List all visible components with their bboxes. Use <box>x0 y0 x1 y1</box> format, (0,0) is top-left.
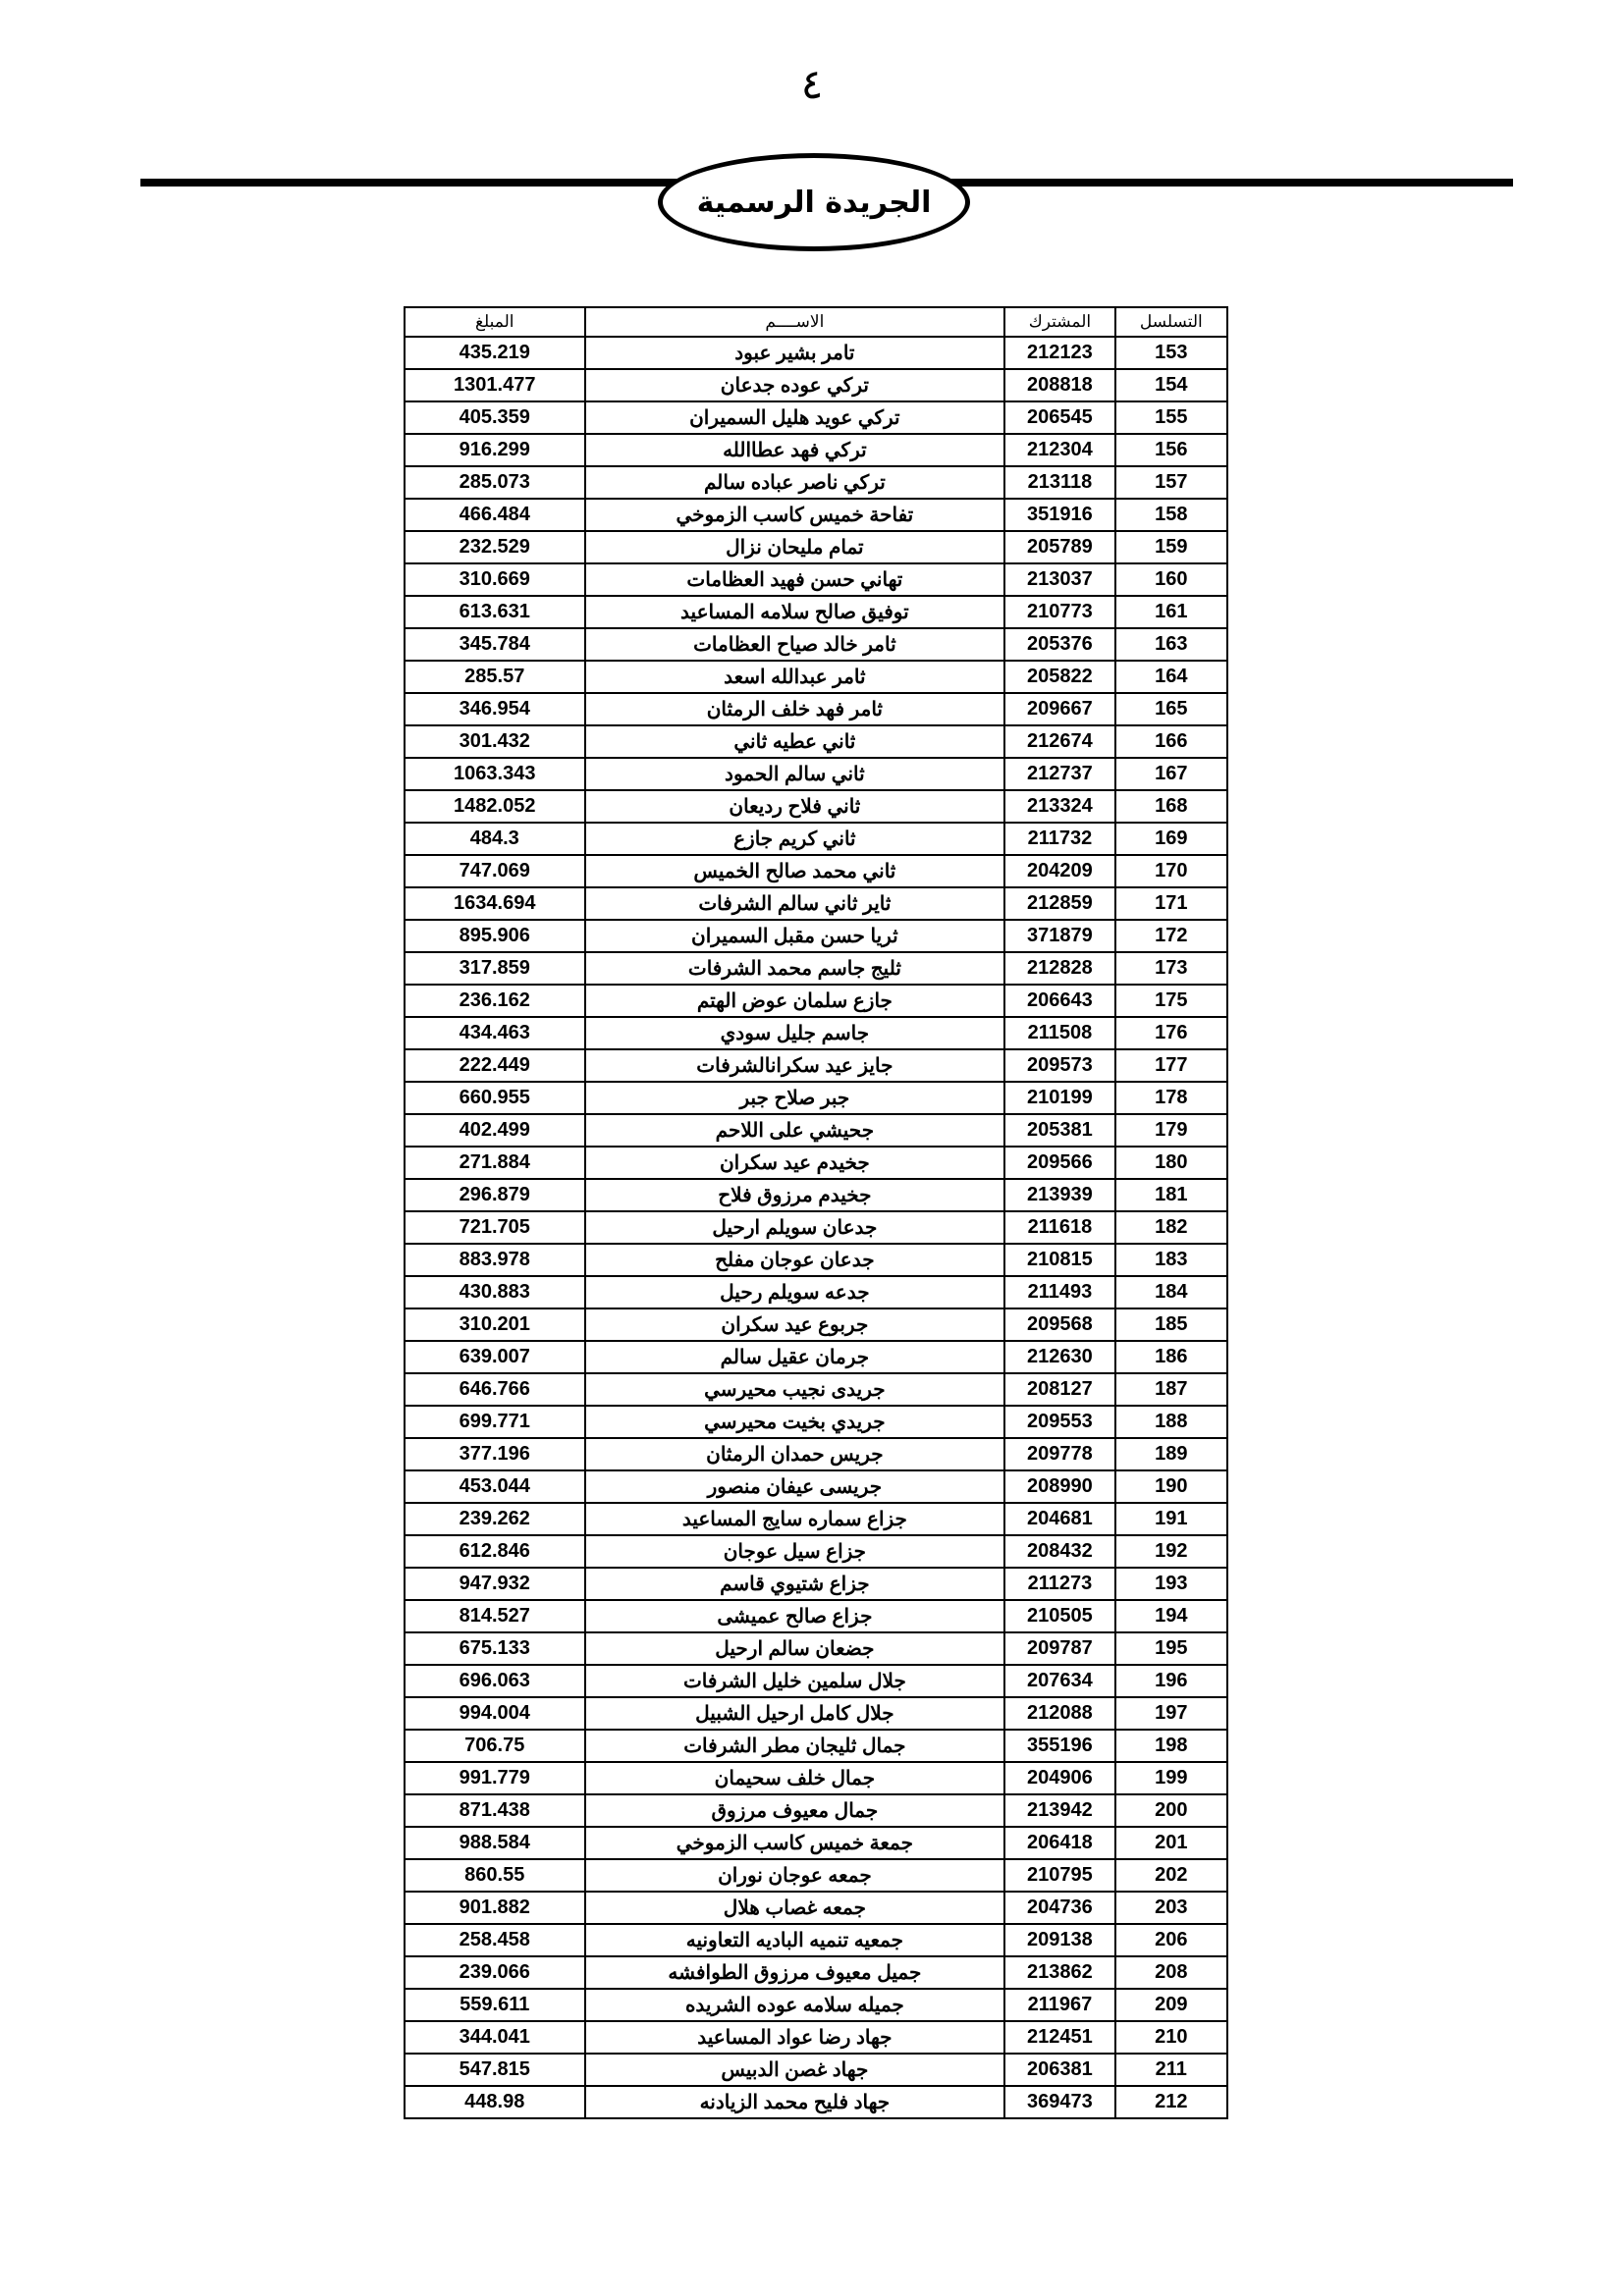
amount-cell: 345.784 <box>405 628 585 661</box>
table-header-row <box>405 307 1227 337</box>
name-cell: جهاد غصن الدبيس <box>585 2054 1005 2086</box>
name-cell: جريدي بخيت محيرسي <box>585 1406 1005 1438</box>
name-cell: تامر بشير عبود <box>585 337 1005 369</box>
table-row <box>405 466 1227 499</box>
serial-cell: 208 <box>1115 1956 1227 1989</box>
name-cell: جربوع عيد سكران <box>585 1308 1005 1341</box>
name-cell: جزاع سيل عوجان <box>585 1535 1005 1568</box>
serial-cell: 166 <box>1115 725 1227 758</box>
serial-cell: 196 <box>1115 1665 1227 1697</box>
table-row <box>405 758 1227 790</box>
serial-cell: 206 <box>1115 1924 1227 1956</box>
column-header-amount: المبلغ <box>405 307 585 337</box>
table-row <box>405 499 1227 531</box>
table-row <box>405 1665 1227 1697</box>
table-row <box>405 1147 1227 1179</box>
name-cell: جزاع شتيوي قاسم <box>585 1568 1005 1600</box>
subscriber-cell: 209787 <box>1004 1632 1114 1665</box>
serial-cell: 183 <box>1115 1244 1227 1276</box>
table-row <box>405 887 1227 920</box>
name-cell: جمعيه تنميه الباديه التعاونيه <box>585 1924 1005 1956</box>
serial-cell: 203 <box>1115 1892 1227 1924</box>
amount-cell: 612.846 <box>405 1535 585 1568</box>
table-row <box>405 1827 1227 1859</box>
serial-cell: 177 <box>1115 1049 1227 1082</box>
amount-cell: 901.882 <box>405 1892 585 1924</box>
name-cell: جلال كامل ارحيل الشبيل <box>585 1697 1005 1730</box>
name-cell: جمعه عوجان نوران <box>585 1859 1005 1892</box>
table-row <box>405 434 1227 466</box>
subscriber-cell: 213939 <box>1004 1179 1114 1211</box>
amount-cell: 696.063 <box>405 1665 585 1697</box>
table-row <box>405 1308 1227 1341</box>
subscriber-cell: 212304 <box>1004 434 1114 466</box>
table-row <box>405 693 1227 725</box>
serial-cell: 161 <box>1115 596 1227 628</box>
serial-cell: 198 <box>1115 1730 1227 1762</box>
serial-cell: 180 <box>1115 1147 1227 1179</box>
name-cell: جزاع صالح عميشى <box>585 1600 1005 1632</box>
table-row <box>405 1730 1227 1762</box>
name-cell: ثاير ثاني سالم الشرفات <box>585 887 1005 920</box>
name-cell: جضعان سالم ارحيل <box>585 1632 1005 1665</box>
table-row <box>405 920 1227 952</box>
amount-cell: 285.073 <box>405 466 585 499</box>
serial-cell: 169 <box>1115 823 1227 855</box>
table-row <box>405 2021 1227 2054</box>
table-row <box>405 1114 1227 1147</box>
name-cell: تركي فهد عطاالله <box>585 434 1005 466</box>
table-row <box>405 1470 1227 1503</box>
table-row <box>405 661 1227 693</box>
amount-cell: 871.438 <box>405 1794 585 1827</box>
table-row <box>405 2054 1227 2086</box>
subscriber-cell: 209566 <box>1004 1147 1114 1179</box>
subscriber-cell: 204681 <box>1004 1503 1114 1535</box>
serial-cell: 209 <box>1115 1989 1227 2021</box>
subscriber-cell: 205376 <box>1004 628 1114 661</box>
amount-cell: 883.978 <box>405 1244 585 1276</box>
serial-cell: 182 <box>1115 1211 1227 1244</box>
amount-cell: 346.954 <box>405 693 585 725</box>
table-row <box>405 1794 1227 1827</box>
subscriber-cell: 205789 <box>1004 531 1114 563</box>
subscriber-cell: 210773 <box>1004 596 1114 628</box>
name-cell: جخيدم مرزوق فلاح <box>585 1179 1005 1211</box>
name-cell: جدعان سويلم ارحيل <box>585 1211 1005 1244</box>
subscriber-cell: 211732 <box>1004 823 1114 855</box>
name-cell: ثاني كريم جازع <box>585 823 1005 855</box>
amount-cell: 699.771 <box>405 1406 585 1438</box>
subscriber-cell: 206643 <box>1004 985 1114 1017</box>
subscriber-cell: 211618 <box>1004 1211 1114 1244</box>
serial-cell: 211 <box>1115 2054 1227 2086</box>
column-header-serial: التسلسل <box>1115 307 1227 337</box>
publication-title-oval <box>658 153 970 251</box>
table-row <box>405 1244 1227 1276</box>
subscriber-cell: 205822 <box>1004 661 1114 693</box>
amount-cell: 377.196 <box>405 1438 585 1470</box>
table-row <box>405 401 1227 434</box>
serial-cell: 190 <box>1115 1470 1227 1503</box>
table-row <box>405 531 1227 563</box>
amount-cell: 448.98 <box>405 2086 585 2118</box>
amount-cell: 947.932 <box>405 1568 585 1600</box>
subscriber-cell: 212859 <box>1004 887 1114 920</box>
subscriber-cell: 211508 <box>1004 1017 1114 1049</box>
serial-cell: 170 <box>1115 855 1227 887</box>
subscriber-cell: 212123 <box>1004 337 1114 369</box>
subscriber-cell: 209568 <box>1004 1308 1114 1341</box>
subscriber-cell: 213862 <box>1004 1956 1114 1989</box>
subscriber-cell: 212630 <box>1004 1341 1114 1373</box>
table-row <box>405 1956 1227 1989</box>
subscriber-cell: 204209 <box>1004 855 1114 887</box>
subscriber-cell: 208432 <box>1004 1535 1114 1568</box>
table-row <box>405 1859 1227 1892</box>
serial-cell: 164 <box>1115 661 1227 693</box>
amount-cell: 271.884 <box>405 1147 585 1179</box>
serial-cell: 191 <box>1115 1503 1227 1535</box>
table-row <box>405 1632 1227 1665</box>
name-cell: ثامر خالد صياح العظامات <box>585 628 1005 661</box>
amount-cell: 222.449 <box>405 1049 585 1082</box>
amount-cell: 317.859 <box>405 952 585 985</box>
name-cell: جمال خلف سحيمان <box>585 1762 1005 1794</box>
table-row <box>405 563 1227 596</box>
name-cell: ثامر فهد خلف الرمثان <box>585 693 1005 725</box>
name-cell: تركي عوده جدعان <box>585 369 1005 401</box>
amount-cell: 1482.052 <box>405 790 585 823</box>
name-cell: ثليج جاسم محمد الشرفات <box>585 952 1005 985</box>
name-cell: جزاع سماره سايج المساعيد <box>585 1503 1005 1535</box>
serial-cell: 188 <box>1115 1406 1227 1438</box>
subscriber-cell: 211967 <box>1004 1989 1114 2021</box>
name-cell: ثامر عبدالله اسعد <box>585 661 1005 693</box>
subscriber-cell: 351916 <box>1004 499 1114 531</box>
subscriber-cell: 212828 <box>1004 952 1114 985</box>
amount-cell: 301.432 <box>405 725 585 758</box>
name-cell: جهاد رضا عواد المساعيد <box>585 2021 1005 2054</box>
serial-cell: 178 <box>1115 1082 1227 1114</box>
amount-cell: 1634.694 <box>405 887 585 920</box>
name-cell: جحيشي على اللاحم <box>585 1114 1005 1147</box>
serial-cell: 181 <box>1115 1179 1227 1211</box>
subscriber-cell: 205381 <box>1004 1114 1114 1147</box>
serial-cell: 157 <box>1115 466 1227 499</box>
table-row <box>405 1276 1227 1308</box>
name-cell: جميل معيوف مرزوق الطوافشه <box>585 1956 1005 1989</box>
subscriber-cell: 208127 <box>1004 1373 1114 1406</box>
table-row <box>405 790 1227 823</box>
amount-cell: 895.906 <box>405 920 585 952</box>
column-header-name: الاســــم <box>585 307 1005 337</box>
amount-cell: 721.705 <box>405 1211 585 1244</box>
serial-cell: 195 <box>1115 1632 1227 1665</box>
subscriber-cell: 369473 <box>1004 2086 1114 2118</box>
serial-cell: 167 <box>1115 758 1227 790</box>
amount-cell: 646.766 <box>405 1373 585 1406</box>
subscriber-cell: 206545 <box>1004 401 1114 434</box>
amount-cell: 547.815 <box>405 2054 585 2086</box>
serial-cell: 200 <box>1115 1794 1227 1827</box>
table-row <box>405 1373 1227 1406</box>
serial-cell: 185 <box>1115 1308 1227 1341</box>
amount-cell: 994.004 <box>405 1697 585 1730</box>
serial-cell: 173 <box>1115 952 1227 985</box>
serial-cell: 189 <box>1115 1438 1227 1470</box>
serial-cell: 158 <box>1115 499 1227 531</box>
amount-cell: 991.779 <box>405 1762 585 1794</box>
serial-cell: 172 <box>1115 920 1227 952</box>
serial-cell: 193 <box>1115 1568 1227 1600</box>
name-cell: جمال معيوف مرزوق <box>585 1794 1005 1827</box>
serial-cell: 176 <box>1115 1017 1227 1049</box>
serial-cell: 192 <box>1115 1535 1227 1568</box>
serial-cell: 187 <box>1115 1373 1227 1406</box>
name-cell: تركي ناصر عباده سالم <box>585 466 1005 499</box>
amount-cell: 466.484 <box>405 499 585 531</box>
name-cell: جدعه سويلم رحيل <box>585 1276 1005 1308</box>
table-row <box>405 725 1227 758</box>
name-cell: جريس حمدان الرمثان <box>585 1438 1005 1470</box>
amount-cell: 402.499 <box>405 1114 585 1147</box>
serial-cell: 212 <box>1115 2086 1227 2118</box>
table-row <box>405 952 1227 985</box>
subscriber-cell: 210505 <box>1004 1600 1114 1632</box>
page-number: ٤ <box>800 60 824 108</box>
table-row <box>405 1762 1227 1794</box>
name-cell: جمعة خميس كاسب الزموخي <box>585 1827 1005 1859</box>
amount-cell: 239.066 <box>405 1956 585 1989</box>
serial-cell: 159 <box>1115 531 1227 563</box>
subscriber-cell: 212451 <box>1004 2021 1114 2054</box>
name-cell: جخيدم عيد سكران <box>585 1147 1005 1179</box>
amount-cell: 258.458 <box>405 1924 585 1956</box>
amount-cell: 1301.477 <box>405 369 585 401</box>
name-cell: توفيق صالح سلامه المساعيد <box>585 596 1005 628</box>
serial-cell: 202 <box>1115 1859 1227 1892</box>
subscriber-cell: 212088 <box>1004 1697 1114 1730</box>
subscribers-table <box>404 306 1228 2119</box>
table-row <box>405 596 1227 628</box>
subscriber-cell: 208990 <box>1004 1470 1114 1503</box>
name-cell: ثاني فلاح رديعان <box>585 790 1005 823</box>
amount-cell: 660.955 <box>405 1082 585 1114</box>
name-cell: جدعان عوجان مفلح <box>585 1244 1005 1276</box>
subscriber-cell: 213324 <box>1004 790 1114 823</box>
subscriber-cell: 213037 <box>1004 563 1114 596</box>
subscriber-cell: 212674 <box>1004 725 1114 758</box>
subscriber-cell: 211493 <box>1004 1276 1114 1308</box>
subscriber-cell: 355196 <box>1004 1730 1114 1762</box>
table-row <box>405 1341 1227 1373</box>
subscriber-cell: 209667 <box>1004 693 1114 725</box>
subscriber-cell: 209138 <box>1004 1924 1114 1956</box>
name-cell: جرمان عقيل سالم <box>585 1341 1005 1373</box>
serial-cell: 197 <box>1115 1697 1227 1730</box>
subscriber-cell: 206381 <box>1004 2054 1114 2086</box>
table-row <box>405 337 1227 369</box>
name-cell: تفاحة خميس كاسب الزموخي <box>585 499 1005 531</box>
name-cell: جايز عيد سكرانالشرفات <box>585 1049 1005 1082</box>
name-cell: تمام مليحان نزال <box>585 531 1005 563</box>
publication-title: الجريدة الرسمية <box>696 185 932 220</box>
subscriber-cell: 209573 <box>1004 1049 1114 1082</box>
table-row <box>405 1989 1227 2021</box>
table-row <box>405 369 1227 401</box>
amount-cell: 236.162 <box>405 985 585 1017</box>
subscriber-cell: 213118 <box>1004 466 1114 499</box>
amount-cell: 639.007 <box>405 1341 585 1373</box>
column-header-subscriber: المشترك <box>1004 307 1114 337</box>
name-cell: جلال سلمين خليل الشرفات <box>585 1665 1005 1697</box>
subscriber-cell: 213942 <box>1004 1794 1114 1827</box>
subscriber-cell: 206418 <box>1004 1827 1114 1859</box>
amount-cell: 613.631 <box>405 596 585 628</box>
serial-cell: 210 <box>1115 2021 1227 2054</box>
subscriber-cell: 208818 <box>1004 369 1114 401</box>
name-cell: ثاني عطيه ثاني <box>585 725 1005 758</box>
serial-cell: 168 <box>1115 790 1227 823</box>
amount-cell: 434.463 <box>405 1017 585 1049</box>
serial-cell: 184 <box>1115 1276 1227 1308</box>
serial-cell: 186 <box>1115 1341 1227 1373</box>
table-row <box>405 1017 1227 1049</box>
table-row <box>405 1697 1227 1730</box>
name-cell: جهاد فليح محمد الزيادنه <box>585 2086 1005 2118</box>
table-body <box>405 337 1227 2118</box>
serial-cell: 155 <box>1115 401 1227 434</box>
subscriber-cell: 204736 <box>1004 1892 1114 1924</box>
table-row <box>405 985 1227 1017</box>
subscriber-cell: 210815 <box>1004 1244 1114 1276</box>
amount-cell: 232.529 <box>405 531 585 563</box>
amount-cell: 988.584 <box>405 1827 585 1859</box>
serial-cell: 153 <box>1115 337 1227 369</box>
table-row <box>405 628 1227 661</box>
subscriber-cell: 212737 <box>1004 758 1114 790</box>
amount-cell: 706.75 <box>405 1730 585 1762</box>
amount-cell: 1063.343 <box>405 758 585 790</box>
table-row <box>405 1406 1227 1438</box>
serial-cell: 179 <box>1115 1114 1227 1147</box>
amount-cell: 916.299 <box>405 434 585 466</box>
amount-cell: 405.359 <box>405 401 585 434</box>
table-row <box>405 1535 1227 1568</box>
name-cell: جميله سلامه عوده الشريده <box>585 1989 1005 2021</box>
table-row <box>405 855 1227 887</box>
name-cell: ثريا حسن مقبل السميران <box>585 920 1005 952</box>
name-cell: ثاني محمد صالح الخميس <box>585 855 1005 887</box>
table-row <box>405 1600 1227 1632</box>
serial-cell: 165 <box>1115 693 1227 725</box>
amount-cell: 344.041 <box>405 2021 585 2054</box>
amount-cell: 484.3 <box>405 823 585 855</box>
name-cell: جمعه غصاب هلال <box>585 1892 1005 1924</box>
name-cell: جبر صلاح جبر <box>585 1082 1005 1114</box>
name-cell: جمال ثليجان مطر الشرفات <box>585 1730 1005 1762</box>
serial-cell: 194 <box>1115 1600 1227 1632</box>
serial-cell: 171 <box>1115 887 1227 920</box>
table-row <box>405 1568 1227 1600</box>
table-row <box>405 1924 1227 1956</box>
subscriber-cell: 210795 <box>1004 1859 1114 1892</box>
amount-cell: 285.57 <box>405 661 585 693</box>
name-cell: تهاني حسن فهيد العظامات <box>585 563 1005 596</box>
serial-cell: 201 <box>1115 1827 1227 1859</box>
table-row <box>405 2086 1227 2118</box>
amount-cell: 747.069 <box>405 855 585 887</box>
amount-cell: 296.879 <box>405 1179 585 1211</box>
amount-cell: 675.133 <box>405 1632 585 1665</box>
serial-cell: 154 <box>1115 369 1227 401</box>
amount-cell: 310.669 <box>405 563 585 596</box>
amount-cell: 435.219 <box>405 337 585 369</box>
table-row <box>405 1049 1227 1082</box>
amount-cell: 310.201 <box>405 1308 585 1341</box>
name-cell: جريسى عيفان منصور <box>585 1470 1005 1503</box>
subscriber-cell: 210199 <box>1004 1082 1114 1114</box>
name-cell: جازع سلمان عوض الهتم <box>585 985 1005 1017</box>
subscriber-cell: 209778 <box>1004 1438 1114 1470</box>
table-row <box>405 823 1227 855</box>
amount-cell: 430.883 <box>405 1276 585 1308</box>
subscriber-cell: 209553 <box>1004 1406 1114 1438</box>
amount-cell: 453.044 <box>405 1470 585 1503</box>
name-cell: ثاني سالم الحمود <box>585 758 1005 790</box>
serial-cell: 156 <box>1115 434 1227 466</box>
name-cell: جاسم جليل سودي <box>585 1017 1005 1049</box>
subscriber-cell: 204906 <box>1004 1762 1114 1794</box>
table-row <box>405 1211 1227 1244</box>
amount-cell: 559.611 <box>405 1989 585 2021</box>
name-cell: تركي عويد هليل السميران <box>585 401 1005 434</box>
serial-cell: 163 <box>1115 628 1227 661</box>
amount-cell: 239.262 <box>405 1503 585 1535</box>
table-row <box>405 1892 1227 1924</box>
table-row <box>405 1503 1227 1535</box>
subscriber-cell: 207634 <box>1004 1665 1114 1697</box>
table-row <box>405 1179 1227 1211</box>
amount-cell: 814.527 <box>405 1600 585 1632</box>
name-cell: جريدى نجيب محيرسي <box>585 1373 1005 1406</box>
serial-cell: 175 <box>1115 985 1227 1017</box>
subscriber-cell: 211273 <box>1004 1568 1114 1600</box>
table-row <box>405 1082 1227 1114</box>
subscriber-cell: 371879 <box>1004 920 1114 952</box>
amount-cell: 860.55 <box>405 1859 585 1892</box>
serial-cell: 199 <box>1115 1762 1227 1794</box>
table-row <box>405 1438 1227 1470</box>
serial-cell: 160 <box>1115 563 1227 596</box>
